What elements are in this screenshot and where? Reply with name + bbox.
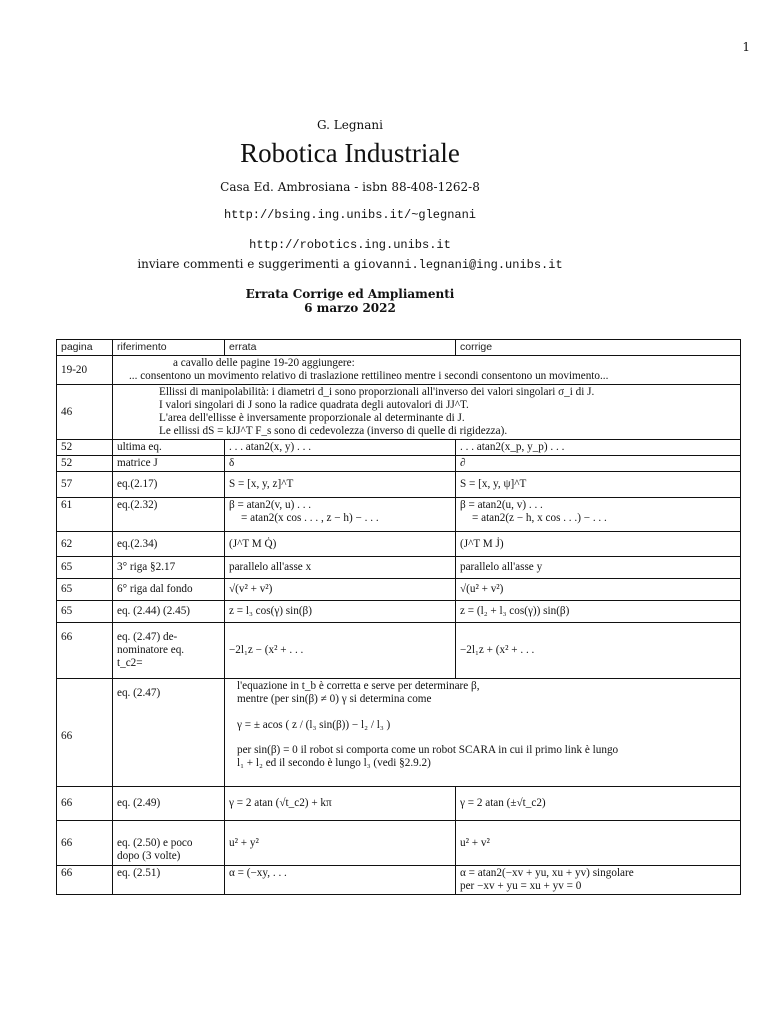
ref-line: dopo (3 volte): [117, 850, 181, 862]
cell-errata: γ = 2 atan (√t_c2) + kπ: [225, 787, 456, 821]
cell-corrige: γ = 2 atan (±√t_c2): [456, 787, 741, 821]
ref-line: eq. (2.47) de-: [117, 631, 178, 643]
cell-pagina: 62: [57, 532, 113, 557]
cell-corrige: z = (l₂ + l₃ cos(γ)) sin(β): [456, 601, 741, 623]
cell-note: [225, 679, 741, 787]
note-line: I valori singolari di J sono la radice quadrata degli autovalori di JJ^T.: [159, 399, 469, 411]
cell-riferimento: 6° riga dal fondo: [113, 579, 225, 601]
note-line: Le ellissi dS = kJJ^T F_s sono di cedevolezza (inverso di quelle di rigidezza).: [159, 425, 508, 437]
table-row: [57, 787, 741, 821]
cell-note: [113, 356, 741, 385]
cell-errata: u² + y²: [225, 821, 456, 866]
formula-line: β = atan2(u, v) . . .: [460, 499, 543, 511]
errata-title: Errata Corrige ed Ampliamenti: [245, 287, 455, 301]
cell-riferimento: ultima eq.: [113, 440, 225, 456]
cell-errata: α = (−xy, . . .: [225, 866, 456, 895]
cell-corrige: [456, 498, 741, 532]
cell-pagina: 66: [57, 679, 113, 787]
errata-table: [56, 339, 741, 895]
cell-corrige: [456, 866, 741, 895]
note-line: mentre (per sin(β) ≠ 0) γ si determina come: [237, 693, 432, 705]
table-row: [57, 601, 741, 623]
note-line: L'area dell'ellisse è inversamente proporzionale al determinante di J.: [159, 412, 465, 424]
cell-corrige: parallelo all'asse y: [456, 557, 741, 579]
cell-pagina: 61: [57, 498, 113, 532]
author: G. Legnani: [317, 118, 383, 132]
cell-corrige: −2l₁z + (x² + . . .: [456, 623, 741, 679]
cell-pagina: 46: [57, 385, 113, 440]
author-url[interactable]: http://bsing.ing.unibs.it/~glegnani: [223, 208, 477, 222]
cell-errata: √(v² + v²): [225, 579, 456, 601]
contact-line: [0, 257, 700, 272]
errata-date: 6 marzo 2022: [304, 301, 396, 315]
table-row: [57, 532, 741, 557]
col-header-errata: errata: [225, 340, 456, 356]
gamma-formula: γ = ± acos ( z / (l₃ sin(β)) − l₂ / l₃ ): [237, 718, 391, 731]
book-title: Robotica Industriale: [240, 138, 460, 168]
cell-errata: parallelo all'asse x: [225, 557, 456, 579]
cell-note: [113, 385, 741, 440]
cell-pagina: 52: [57, 440, 113, 456]
col-header-corrige: corrige: [456, 340, 741, 356]
note-line: l'equazione in t_b è corretta e serve per determinare β,: [237, 680, 480, 692]
cell-pagina: 19-20: [57, 356, 113, 385]
cell-errata: δ: [225, 456, 456, 472]
page-number: 1: [742, 40, 750, 54]
lab-url[interactable]: http://robotics.ing.unibs.it: [249, 238, 451, 252]
table-row: [57, 821, 741, 866]
cell-riferimento: [113, 821, 225, 866]
cell-corrige: u² + v²: [456, 821, 741, 866]
cell-corrige: √(u² + v²): [456, 579, 741, 601]
formula-line: = atan2(z − h, x cos . . .) − . . .: [472, 512, 607, 524]
cell-riferimento: 3° riga §2.17: [113, 557, 225, 579]
formula-line: per −xv + yu = xu + yv = 0: [460, 880, 582, 892]
cell-pagina: 65: [57, 601, 113, 623]
cell-riferimento: eq. (2.49): [113, 787, 225, 821]
cell-riferimento: eq. (2.47): [113, 679, 225, 787]
cell-pagina: 66: [57, 623, 113, 679]
cell-riferimento: eq.(2.17): [113, 472, 225, 498]
table-row: [57, 440, 741, 456]
cell-errata: S = [x, y, z]^T: [225, 472, 456, 498]
cell-errata: [225, 498, 456, 532]
ref-line: nominatore eq.: [117, 644, 185, 656]
col-header-pagina: pagina: [57, 340, 113, 356]
table-row: [57, 385, 741, 440]
cell-corrige: S = [x, y, ψ]^T: [456, 472, 741, 498]
cell-errata: (J^T M Q̇): [225, 532, 456, 557]
note-line: Ellissi di manipolabilità: i diametri d_i sono proporzionali all'inverso dei valori singolari σ_i di J.: [159, 386, 595, 398]
col-header-riferimento: riferimento: [113, 340, 225, 356]
cell-errata: z = l₃ cos(γ) sin(β): [225, 601, 456, 623]
table-row: [57, 866, 741, 895]
cell-corrige: ∂: [456, 456, 741, 472]
cell-pagina: 65: [57, 579, 113, 601]
cell-errata: . . . atan2(x, y) . . .: [225, 440, 456, 456]
cell-riferimento: eq. (2.44) (2.45): [113, 601, 225, 623]
table-row: [57, 456, 741, 472]
note-line: per sin(β) = 0 il robot si comporta come un robot SCARA in cui il primo link è lungo: [237, 744, 619, 756]
table-row: [57, 679, 741, 787]
cell-riferimento: eq. (2.51): [113, 866, 225, 895]
table-row: [57, 498, 741, 532]
cell-pagina: 66: [57, 866, 113, 895]
note-line: l₁ + l₂ ed il secondo è lungo l₃ (vedi §2.9.2): [237, 757, 431, 769]
cell-pagina: 66: [57, 787, 113, 821]
table-row: [57, 623, 741, 679]
cell-riferimento: matrice J: [113, 456, 225, 472]
table-row: [57, 356, 741, 385]
publisher-line: Casa Ed. Ambrosiana - isbn 88-408-1262-8: [220, 180, 480, 194]
ref-line: t_c2=: [117, 657, 143, 669]
cell-pagina: 52: [57, 456, 113, 472]
ref-line: eq. (2.50) e poco: [117, 837, 193, 849]
contact-prefix: inviare commenti e suggerimenti a: [137, 257, 350, 271]
formula-line: α = atan2(−xv + yu, xu + yv) singolare: [460, 867, 634, 879]
formula-line: β = atan2(v, u) . . .: [229, 499, 312, 511]
cell-corrige: . . . atan2(x_p, y_p) . . .: [456, 440, 741, 456]
formula-line: = atan2(x cos . . . , z − h) − . . .: [241, 512, 379, 524]
cell-pagina: 57: [57, 472, 113, 498]
cell-riferimento: [113, 623, 225, 679]
cell-riferimento: eq.(2.34): [113, 532, 225, 557]
table-row: [57, 579, 741, 601]
table-row: [57, 472, 741, 498]
cell-corrige: (J^T M J̇): [456, 532, 741, 557]
cell-errata: −2l₁z − (x² + . . .: [225, 623, 456, 679]
note-line: a cavallo delle pagine 19-20 aggiungere:: [173, 357, 355, 369]
cell-riferimento: eq.(2.32): [113, 498, 225, 532]
cell-pagina: 66: [57, 821, 113, 866]
table-row: [57, 557, 741, 579]
contact-email[interactable]: giovanni.legnani@ing.unibs.it: [353, 258, 563, 272]
cell-pagina: 65: [57, 557, 113, 579]
note-line: ... consentono un movimento relativo di traslazione rettilineo mentre i secondi consentono un movimento...: [129, 370, 609, 382]
